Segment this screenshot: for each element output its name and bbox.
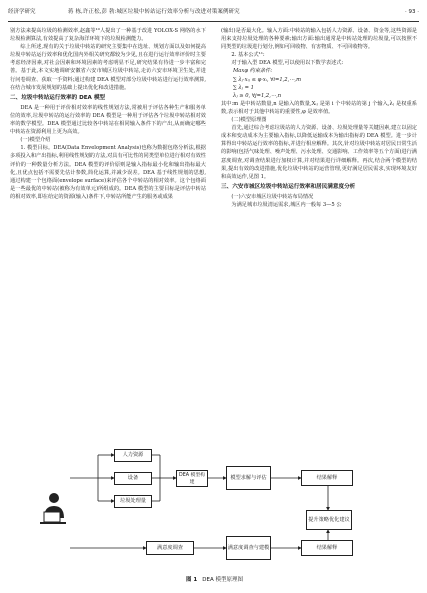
person-laptop-icon <box>40 493 66 524</box>
figure-connectors <box>10 446 419 574</box>
journal-name: 经济学研究 <box>8 9 36 15</box>
paragraph: (输出)是否最大化。输入方面:中转站的输入包括人力资源、设备、资金等,这些资源是用来支持垃圾处理的各种要素;输出方面:输出通常是中转站处理的垃圾量,可以按照不同类型的垃圾进行划分,例如可回收物、有害物质、不可回收物等。 <box>221 28 417 51</box>
subsection-heading: (二)模型原理图 <box>231 117 267 124</box>
box-survey-model: 满意度调查与建模 <box>226 536 271 560</box>
header-rule <box>8 21 419 22</box>
formula-line: Maxφ 约束条件: <box>233 68 273 75</box>
box-improve-strategy: 提升策略优化建议 <box>306 510 352 530</box>
paragraph: 首先,通过综合考虑垃圾站的人力资源、设备、垃圾处理量等关键因素,建立以固定成本和变动成本为主要输入指标,以降低运输成本为输出指标的 DEA 模型。进一步计算得出中转站运行效率的指标,并进行相应解释。其次,针对垃圾中转站对居民日常生活的影响(包括气味处理、噪声处理、污水处理、交通影响、工作效率等五个方面)进行满意度调查,对调查结果进行加权计算,并对结果进行详细解释。再次,结合两个模型的结果,提出有效的改进措施,优化垃圾中转站的运营管理,更好满足居民需求,实现环境友好和高效运作,见图 1。 <box>221 125 417 180</box>
figure-1 <box>10 446 419 582</box>
box-result-explain-1: 结果解释 <box>301 470 353 486</box>
box-result-explain-2: 结果解释 <box>301 540 353 556</box>
running-header <box>8 5 419 19</box>
paragraph: 别方法来提高垃圾的检测效率,赵鑫等¹⁰人提出了一种基于改进 YOLOX-S 网络的水下垃圾检测算法,有效提高了复杂海洋环境下的垃圾检测能力。 <box>10 28 206 43</box>
paragraph: 为满足城市垃圾清运需求,城区内一般每 3—5 公 <box>231 201 342 208</box>
formula-line: λⱼ ≥ 0, ∀j=1,2,⋯,n <box>233 92 282 99</box>
box-model-solve: 模型求解与评估 <box>226 466 271 490</box>
paragraph: DEA 是一种用于评价相对效率的线性规划方法,常被用于评估各种生产和服务单位的效率,垃圾中转站的运行效率的 DEA 模型是一种用于评估各个垃圾中转站相对效率的数学模型。DEA 模型通过比较各中转站在相同输入条件下的产出,从而确定哪些中转站在资源利用上更为高效。 <box>10 104 206 136</box>
figure-number: 图 1 <box>186 577 198 583</box>
box-dea-build: DEA 模型构建 <box>176 470 208 487</box>
article-running-title: 蒋 栋,许正松,彭 勃:城区垃圾中转站运行效率分析与改进对策案例研究 <box>68 9 240 15</box>
figure-caption <box>10 575 419 583</box>
paragraph: 对于输入型 DEA 模型,可以使用以下数学表述式: <box>231 60 344 67</box>
box-equipment: 设备 <box>114 472 152 485</box>
figure-title: DEA 模型原理图 <box>202 577 243 583</box>
formula-line: ∑ λⱼ = 1 <box>233 84 254 91</box>
paragraph: 1. 模型目标。DEA(Data Envelopment Analysis)也称为数据包络分析法,根据多项投入和产出指标,利用线性规划的方法,对具有可比性的同类型单位进行相对有效性评价的一种数量分析方法。DEA 模型的评价原则是输入指标最小化和输出指标最大化,且优点包括不需要先估计参数,简化运算,并减少误差。DEA 基于线性规划的思想,通过构建一个包络面(envelope surface)来评估各个中转站的相对效率。这个包络面是一些最优的中转站(被称为有效单元)所组成的。DEA 模型的主要目标是评估中转站的相对效率,即在给定的资源(输入)条件下,中转站所能产生的服务或成果 <box>10 145 206 200</box>
box-waste-volume: 垃圾处理量 <box>114 495 152 508</box>
section-heading: 二、垃圾中转站运行效率的 DEA 模型 <box>10 94 106 101</box>
left-column <box>10 27 206 201</box>
subsection-heading: (一)模型介绍 <box>20 137 51 144</box>
paragraph: 综上所述,现有的关于垃圾中转站的研究主要集中在选址、规划方面以及如何提高垃圾中转站运行效率和优化国内外相关研究都较为少见,且在进行运行效率评价时主要考虑经济因素,对社会因素和环境因素的考虑明显不足,研究结果有待进一步丰富和完善。基于此,本文实地调研安徽省六安市城区垃圾中转站,走访六安市环境卫生处,并进行问卷调查、获取一手资料;通过构建 DEA 模型对部分垃圾中转站进行运行效率测算,在结合城市发展规划的基础上提出优化和改进措施。 <box>10 44 206 91</box>
page-number: · 93 · <box>405 9 419 15</box>
paragraph: 其中:m 是中转站数量,n 是输入的数量,Xᵢⱼ 是第 i 个中转站的第 j 个输入,λⱼ 是权重系数,表示相对于其他中转站的重要性,φ 是效率值。 <box>221 100 417 115</box>
box-human-resources: 人力资源 <box>114 449 152 462</box>
box-satisfaction-survey: 满意度调查 <box>146 541 194 555</box>
section-heading: 三、六安市城区垃圾中转站运行效率和居民满意度分析 <box>221 183 356 190</box>
paragraph: 2. 基本公式¹¹: <box>231 52 265 59</box>
formula-line: ∑ λⱼ·xᵢⱼ ≤ φ·xᵢ, ∀i=1,2,⋯,m <box>233 76 301 83</box>
subsection-heading: (一)六安市城区垃圾中转站布局情况 <box>231 193 314 200</box>
right-column <box>221 27 417 209</box>
